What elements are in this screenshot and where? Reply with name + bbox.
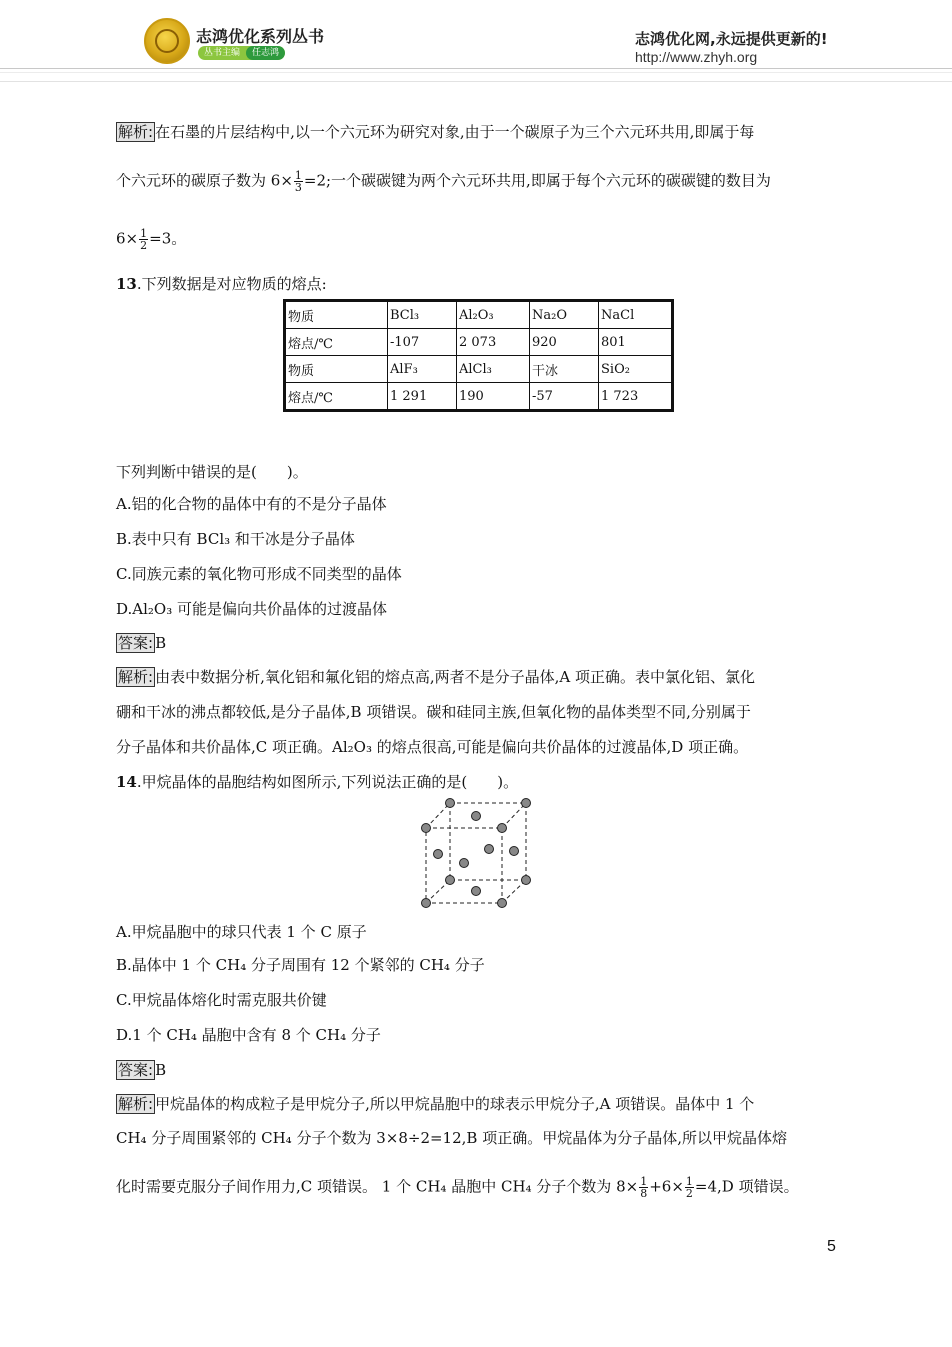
series-title: 志鸿优化系列丛书 xyxy=(196,27,325,46)
table-cell: NaCl xyxy=(599,301,673,329)
answer-tag: 答案: xyxy=(118,634,154,652)
molecule-sphere xyxy=(422,899,431,908)
q13-option-c: C.同族元素的氧化物可形成不同类型的晶体 xyxy=(116,565,402,583)
q14-analysis-line-1: 解析: 甲烷晶体的构成粒子是甲烷分子,所以甲烷晶胞中的球表示甲烷分子,A 项错误。晶体中 1 个 xyxy=(118,1095,755,1113)
fraction: $\frac{1}{2}$ xyxy=(685,1175,693,1200)
table-cell: AlF₃ xyxy=(388,356,457,383)
q14-analysis-line-3: 化时需要克服分子间作用力,C 项错误。 1 个 CH₄ 晶胞中 CH₄ 分子个数为 8× $\frac{1}{8}$ +6× $\frac{1}{2}$ =4,D 项错误。 xyxy=(116,1175,799,1200)
analysis-tag: 解析: xyxy=(118,123,154,141)
q13-option-d: D.Al₂O₃ 可能是偏向共价晶体的过渡晶体 xyxy=(116,600,387,618)
table-cell: SiO₂ xyxy=(599,356,673,383)
q13-question: 下列判断中错误的是( )。 xyxy=(116,463,308,481)
table-cell: 干冰 xyxy=(530,356,599,383)
header-divider xyxy=(0,68,952,82)
page-number: 5 xyxy=(827,1238,836,1255)
fraction: $\frac{1}{2}$ xyxy=(140,227,148,252)
editor-name: 任志鸿 xyxy=(246,46,285,60)
molecule-sphere xyxy=(498,899,507,908)
table-cell: 801 xyxy=(599,329,673,356)
table-cell: -107 xyxy=(388,329,457,356)
q13-analysis-line-1: 解析: 由表中数据分析,氧化铝和氟化铝的熔点高,两者不是分子晶体,A 项正确。表中氯化铝、氯化 xyxy=(118,668,755,686)
q14-option-a: A.甲烷晶胞中的球只代表 1 个 C 原子 xyxy=(116,923,367,941)
table-cell: Na₂O xyxy=(530,301,599,329)
molecule-sphere xyxy=(485,845,494,854)
analysis-tag: 解析: xyxy=(118,1095,154,1113)
molecule-sphere xyxy=(446,799,455,808)
table-row xyxy=(285,329,673,356)
q14-option-d: D.1 个 CH₄ 晶胞中含有 8 个 CH₄ 分子 xyxy=(116,1026,381,1044)
site-title: 志鸿优化网,永远提供更新的! xyxy=(635,30,828,48)
q14-analysis-line-2: CH₄ 分子周围紧邻的 CH₄ 分子个数为 3×8÷2=12,B 项正确。甲烷晶体为分子晶体,所以甲烷晶体熔 xyxy=(116,1129,787,1147)
q13-option-a: A.铝的化合物的晶体中有的不是分子晶体 xyxy=(116,495,387,513)
question-number: 13 xyxy=(116,275,137,293)
header-divider-inner xyxy=(0,72,952,73)
molecule-sphere xyxy=(446,876,455,885)
q12-analysis-line-3: 6× $\frac{1}{2}$ =3。 xyxy=(116,227,187,252)
table-cell: 920 xyxy=(530,329,599,356)
molecule-sphere xyxy=(460,859,469,868)
question-number: 14 xyxy=(116,773,137,791)
fraction: $\frac{1}{8}$ xyxy=(640,1175,648,1200)
table-cell: 190 xyxy=(457,383,530,411)
q14-option-b: B.晶体中 1 个 CH₄ 分子周围有 12 个紧邻的 CH₄ 分子 xyxy=(116,956,485,974)
molecule-sphere xyxy=(522,876,531,885)
table-cell: BCl₃ xyxy=(388,301,457,329)
editor-label: 丛书主编 xyxy=(204,48,241,58)
q14-stem: 14.甲烷晶体的晶胞结构如图所示,下列说法正确的是( )。 xyxy=(116,773,519,791)
answer-tag: 答案: xyxy=(118,1061,154,1079)
table-row xyxy=(285,301,673,329)
editor-badge xyxy=(198,46,285,60)
table-cell: 物质 xyxy=(285,356,388,383)
table-cell: -57 xyxy=(530,383,599,411)
molecule-sphere xyxy=(422,824,431,833)
q13-analysis-line-2: 硼和干冰的沸点都较低,是分子晶体,B 项错误。碳和硅同主族,但氧化物的晶体类型不同,分别属于 xyxy=(116,703,751,721)
site-url-link[interactable]: http://www.zhyh.org xyxy=(635,49,758,65)
molecule-sphere xyxy=(472,887,481,896)
melting-point-table xyxy=(283,299,674,412)
series-logo xyxy=(144,18,190,64)
table-cell: 1 291 xyxy=(388,383,457,411)
table-cell: AlCl₃ xyxy=(457,356,530,383)
q13-stem: 13.下列数据是对应物质的熔点: xyxy=(116,275,327,293)
table-cell: 1 723 xyxy=(599,383,673,411)
table-row xyxy=(285,383,673,411)
q14-answer: 答案: B xyxy=(118,1061,167,1079)
molecule-sphere xyxy=(522,799,531,808)
q13-answer: 答案: B xyxy=(118,634,167,652)
q13-analysis-line-3: 分子晶体和共价晶体,C 项正确。Al₂O₃ 的熔点很高,可能是偏向共价晶体的过渡晶体,D 项正确。 xyxy=(116,738,749,756)
q12-analysis-line-1: 解析: 在石墨的片层结构中,以一个六元环为研究对象,由于一个碳原子为三个六元环共用,即属于每 xyxy=(118,123,755,141)
molecule-sphere xyxy=(498,824,507,833)
molecule-sphere xyxy=(434,850,443,859)
table-cell: 熔点/℃ xyxy=(285,329,388,356)
q12-analysis-line-2: 个六元环的碳原子数为 6× $\frac{1}{3}$ =2;一个碳碳键为两个六元环共用,即属于每个六元环的碳碳键的数目为 xyxy=(116,169,771,194)
table-row xyxy=(285,356,673,383)
q14-option-c: C.甲烷晶体熔化时需克服共价键 xyxy=(116,991,327,1009)
table-cell: Al₂O₃ xyxy=(457,301,530,329)
table-cell: 2 073 xyxy=(457,329,530,356)
methane-unit-cell-diagram xyxy=(418,796,534,908)
table-cell: 熔点/℃ xyxy=(285,383,388,411)
molecule-sphere xyxy=(510,847,519,856)
molecule-sphere xyxy=(472,812,481,821)
table-cell: 物质 xyxy=(285,301,388,329)
q13-option-b: B.表中只有 BCl₃ 和干冰是分子晶体 xyxy=(116,530,355,548)
fraction: $\frac{1}{3}$ xyxy=(294,169,302,194)
analysis-tag: 解析: xyxy=(118,668,154,686)
